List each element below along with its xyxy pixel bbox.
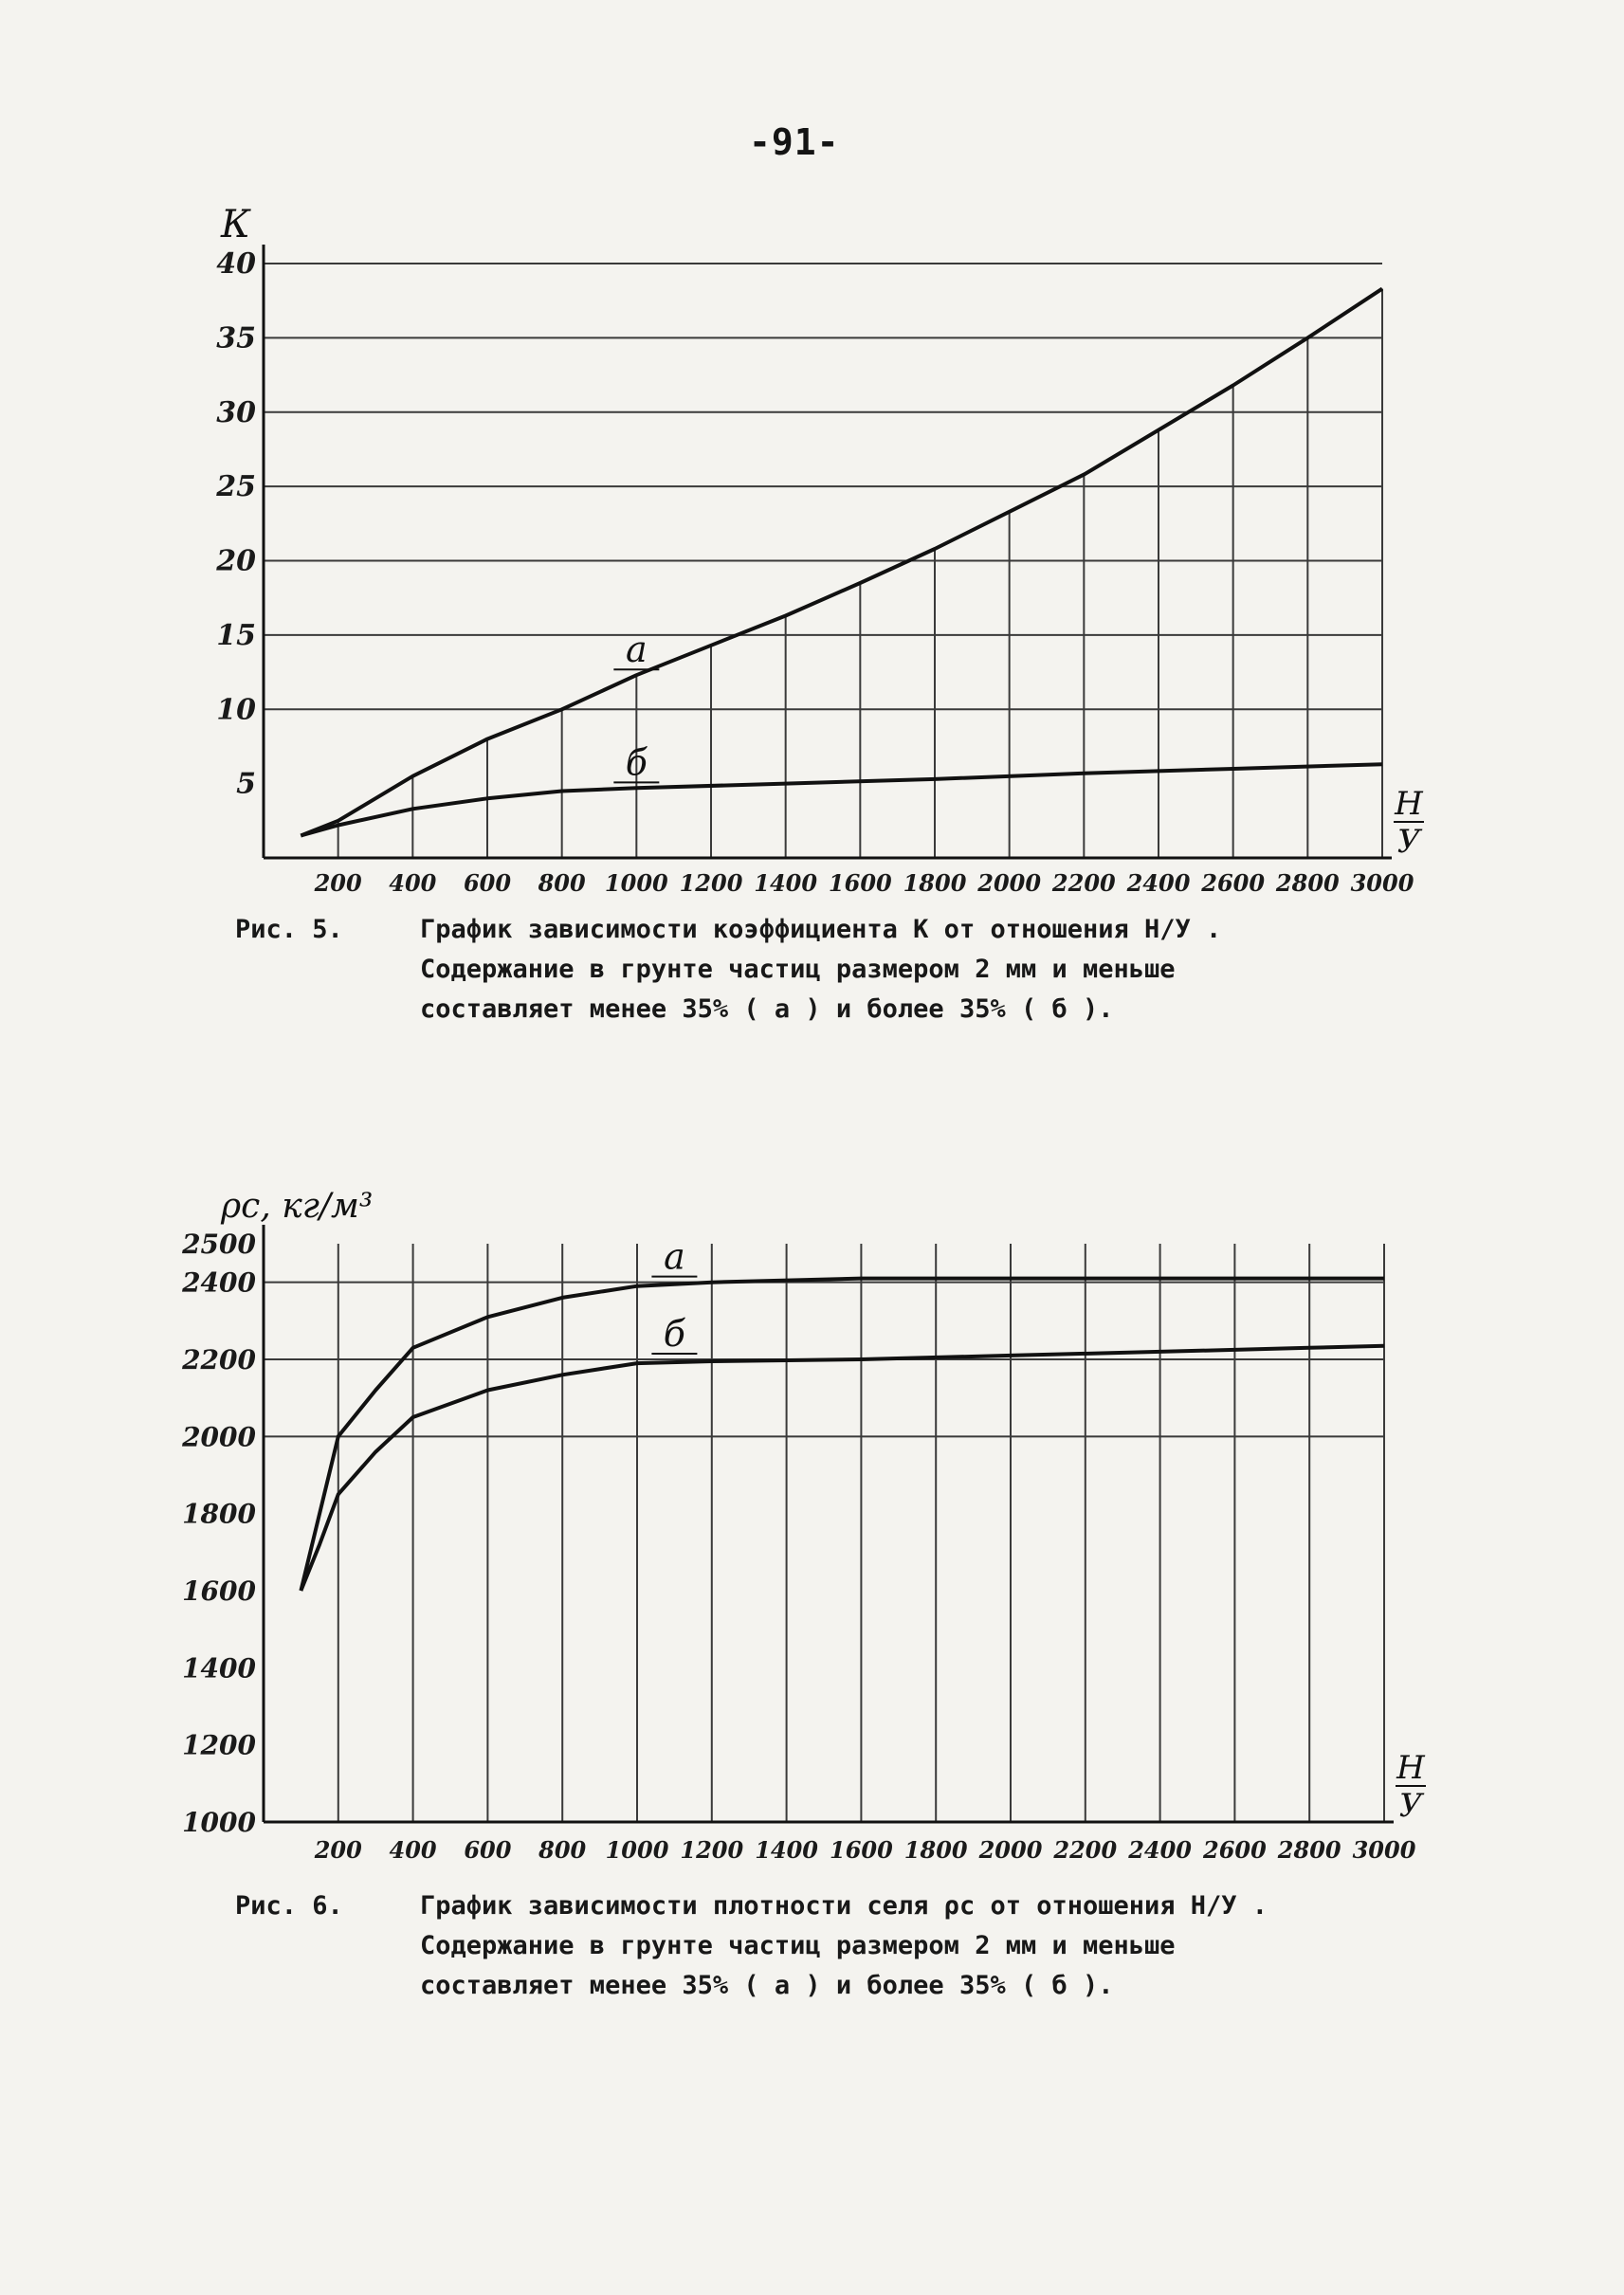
- figure-5-caption-line: составляет менее 35% ( а ) и более 35% ( б ).: [420, 994, 1114, 1024]
- y-tick-label: 2400: [182, 1266, 256, 1299]
- x-tick-label: 2800: [1277, 1836, 1341, 1864]
- x-tick-label: 800: [538, 1836, 587, 1864]
- x-tick-label: 1800: [903, 869, 967, 897]
- figure-6-caption-line: составляет менее 35% ( а ) и более 35% ( б ).: [420, 1971, 1114, 2000]
- figure-6-number: Рис. 6.: [235, 1891, 343, 1921]
- x-tick-label: 600: [463, 869, 512, 897]
- y-tick-label: 2500: [182, 1229, 256, 1260]
- x-tick-label: 400: [389, 869, 437, 897]
- x-tick-label: 1400: [754, 869, 818, 897]
- y-tick-label: 2000: [182, 1421, 256, 1453]
- y-tick-label: 25: [216, 470, 256, 504]
- x-tick-label: 2800: [1275, 869, 1340, 897]
- y-tick-label: 10: [216, 693, 256, 727]
- y-tick-label: 35: [216, 321, 256, 355]
- y-tick-label: 1200: [182, 1729, 256, 1761]
- x-axis-title-numerator: Н: [1396, 1749, 1425, 1787]
- x-tick-label: 1600: [830, 1836, 893, 1864]
- x-tick-label: 3000: [1352, 1836, 1416, 1864]
- y-axis-title: ρс, кг/м³: [221, 1187, 374, 1226]
- series-label-б: б: [625, 741, 648, 784]
- x-tick-label: 200: [314, 1836, 362, 1864]
- figure-6-caption-line: График зависимости плотности селя ρс от отношения Н/У .: [420, 1891, 1268, 1921]
- x-tick-label: 2400: [1128, 1836, 1192, 1864]
- y-tick-label: 1400: [182, 1652, 256, 1685]
- figure-6-caption: [235, 1886, 1468, 2010]
- y-tick-label: 1800: [182, 1498, 256, 1530]
- series-line-а: [301, 1279, 1384, 1591]
- y-tick-label: 30: [216, 395, 256, 429]
- x-tick-label: 1800: [903, 1836, 968, 1864]
- figure-5-caption-line: Содержание в грунте частиц размером 2 мм и меньше: [420, 955, 1176, 984]
- x-tick-label: 200: [314, 869, 362, 897]
- series-label-б: б: [663, 1313, 686, 1355]
- x-tick-label: 2000: [977, 869, 1042, 897]
- series-line-б: [301, 1346, 1384, 1591]
- x-tick-label: 600: [464, 1836, 512, 1864]
- y-axis-title: К: [221, 203, 250, 246]
- y-tick-label: 20: [216, 544, 256, 578]
- x-tick-label: 800: [538, 869, 586, 897]
- y-tick-label: 2200: [182, 1344, 256, 1375]
- x-tick-label: 2400: [1126, 869, 1191, 897]
- y-tick-label: 1600: [182, 1576, 256, 1607]
- y-tick-label: 1000: [182, 1807, 256, 1838]
- x-tick-label: 1000: [605, 1836, 669, 1864]
- x-tick-label: 2600: [1203, 1836, 1267, 1864]
- x-tick-label: 1600: [828, 869, 892, 897]
- x-axis-title-denominator: У: [1398, 1787, 1423, 1825]
- figure-5-caption-line: График зависимости коэффициента К от отношения Н/У .: [420, 915, 1222, 944]
- x-tick-label: 2000: [978, 1836, 1043, 1864]
- x-axis-title-denominator: У: [1396, 823, 1421, 861]
- series-label-а: а: [626, 628, 648, 671]
- y-tick-label: 15: [216, 618, 256, 652]
- x-tick-label: 2200: [1053, 1836, 1118, 1864]
- figure-6-caption-line: Содержание в грунте частиц размером 2 мм и меньше: [420, 1931, 1176, 1960]
- x-tick-label: 3000: [1350, 869, 1414, 897]
- x-tick-label: 400: [389, 1836, 437, 1864]
- y-tick-label: 5: [236, 767, 256, 801]
- x-tick-label: 2600: [1201, 869, 1266, 897]
- x-tick-label: 1200: [679, 869, 743, 897]
- x-tick-label: 1000: [604, 869, 668, 897]
- x-axis-title-numerator: Н: [1395, 785, 1423, 823]
- x-tick-label: 1400: [755, 1836, 818, 1864]
- x-tick-label: 1200: [680, 1836, 744, 1864]
- page-number: -91-: [749, 121, 840, 163]
- figure-5-number: Рис. 5.: [235, 915, 343, 944]
- x-tick-label: 2200: [1051, 869, 1116, 897]
- series-label-а: а: [664, 1235, 685, 1278]
- y-tick-label: 40: [216, 247, 256, 281]
